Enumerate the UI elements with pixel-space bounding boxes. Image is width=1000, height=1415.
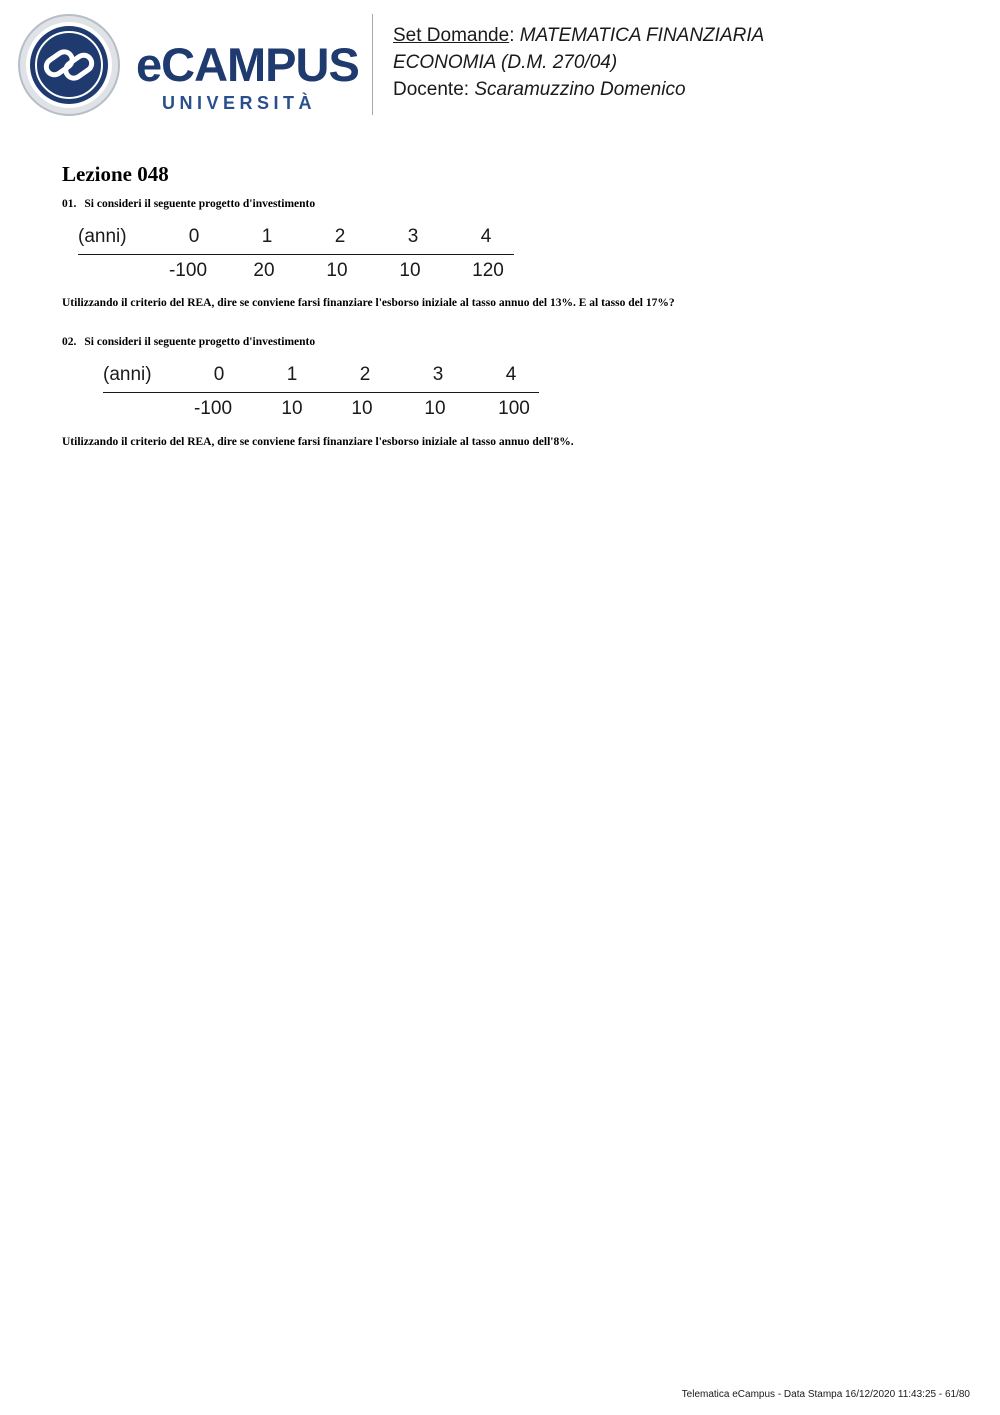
question-2-year-2: 2 [359, 364, 371, 385]
header-divider [372, 14, 373, 115]
question-2-intro-text: Si consideri il seguente progetto d'investimento [84, 336, 316, 348]
ecampus-logo [14, 14, 359, 118]
question-2-text: Utilizzando il criterio del REA, dire se conviene farsi finanziare l'esborso iniziale al tasso annuo dell'8%. [62, 436, 574, 448]
question-1-flow-3: 10 [399, 260, 421, 281]
teacher-line [393, 76, 764, 103]
question-1-year-3: 3 [407, 226, 419, 247]
question-1-text: Utilizzando il criterio del REA, dire se conviene farsi finanziare l'esborso iniziale al tasso annuo del 13%. E al tasso del 17%? [62, 297, 675, 309]
question-1-year-4: 4 [480, 226, 492, 247]
question-1-year-1: 1 [261, 226, 273, 247]
course-title-line2: ECONOMIA (D.M. 270/04) [393, 52, 618, 73]
question-1-years-label: (anni) [78, 226, 127, 247]
question-1-flow-4: 120 [472, 260, 504, 281]
question-1-flow-2: 10 [326, 260, 348, 281]
page-footer: Telematica eCampus - Data Stampa 16/12/2020 11:43:25 - 61/80 [681, 1389, 970, 1400]
question-2-year-1: 1 [286, 364, 298, 385]
question-2-year-4: 4 [505, 364, 517, 385]
teacher-name: Scaramuzzino Domenico [474, 79, 686, 100]
question-2-years-label: (anni) [103, 364, 152, 385]
question-2-cashflow-table [103, 360, 539, 424]
course-title-line1: MATEMATICA FINANZIARIA [519, 25, 765, 46]
question-2-year-3: 3 [432, 364, 444, 385]
teacher-label: Docente: [393, 79, 470, 100]
question-2-flow-3: 10 [424, 398, 446, 419]
ecampus-emblem-icon [19, 15, 119, 115]
question-1-flows-row [78, 256, 514, 286]
question-1-flow-1: 20 [253, 260, 275, 281]
question-2-flow-4: 100 [498, 398, 530, 419]
question-1-intro [62, 198, 315, 210]
question-2-flow-2: 10 [351, 398, 373, 419]
question-1-number: 01. [62, 198, 77, 210]
question-2-flow-1: 10 [281, 398, 303, 419]
logo-subtitle-text: UNIVERSITÀ [162, 93, 317, 113]
question-2-years-row [103, 360, 539, 390]
question-1-year-0: 0 [188, 226, 200, 247]
logo-brand-text: eCAMPUS [136, 38, 359, 91]
question-1-intro-text: Si consideri il seguente progetto d'investimento [84, 198, 316, 210]
question-2-table-rule [103, 392, 539, 393]
set-label: Set Domande [393, 25, 510, 46]
question-2-number: 02. [62, 336, 77, 348]
question-2-year-0: 0 [213, 364, 225, 385]
header-course-info [393, 22, 764, 103]
question-1-flow-0: -100 [168, 260, 208, 281]
question-1-table-rule [78, 254, 514, 255]
question-1-year-2: 2 [334, 226, 346, 247]
question-1-cashflow-table [78, 222, 514, 286]
set-line [393, 22, 764, 49]
lesson-title: Lezione 048 [62, 162, 169, 186]
question-2-flow-0: -100 [193, 398, 233, 419]
question-2-intro [62, 336, 315, 348]
set-separator: : [509, 25, 515, 46]
question-2-flows-row [103, 394, 539, 424]
question-1-years-row [78, 222, 514, 252]
